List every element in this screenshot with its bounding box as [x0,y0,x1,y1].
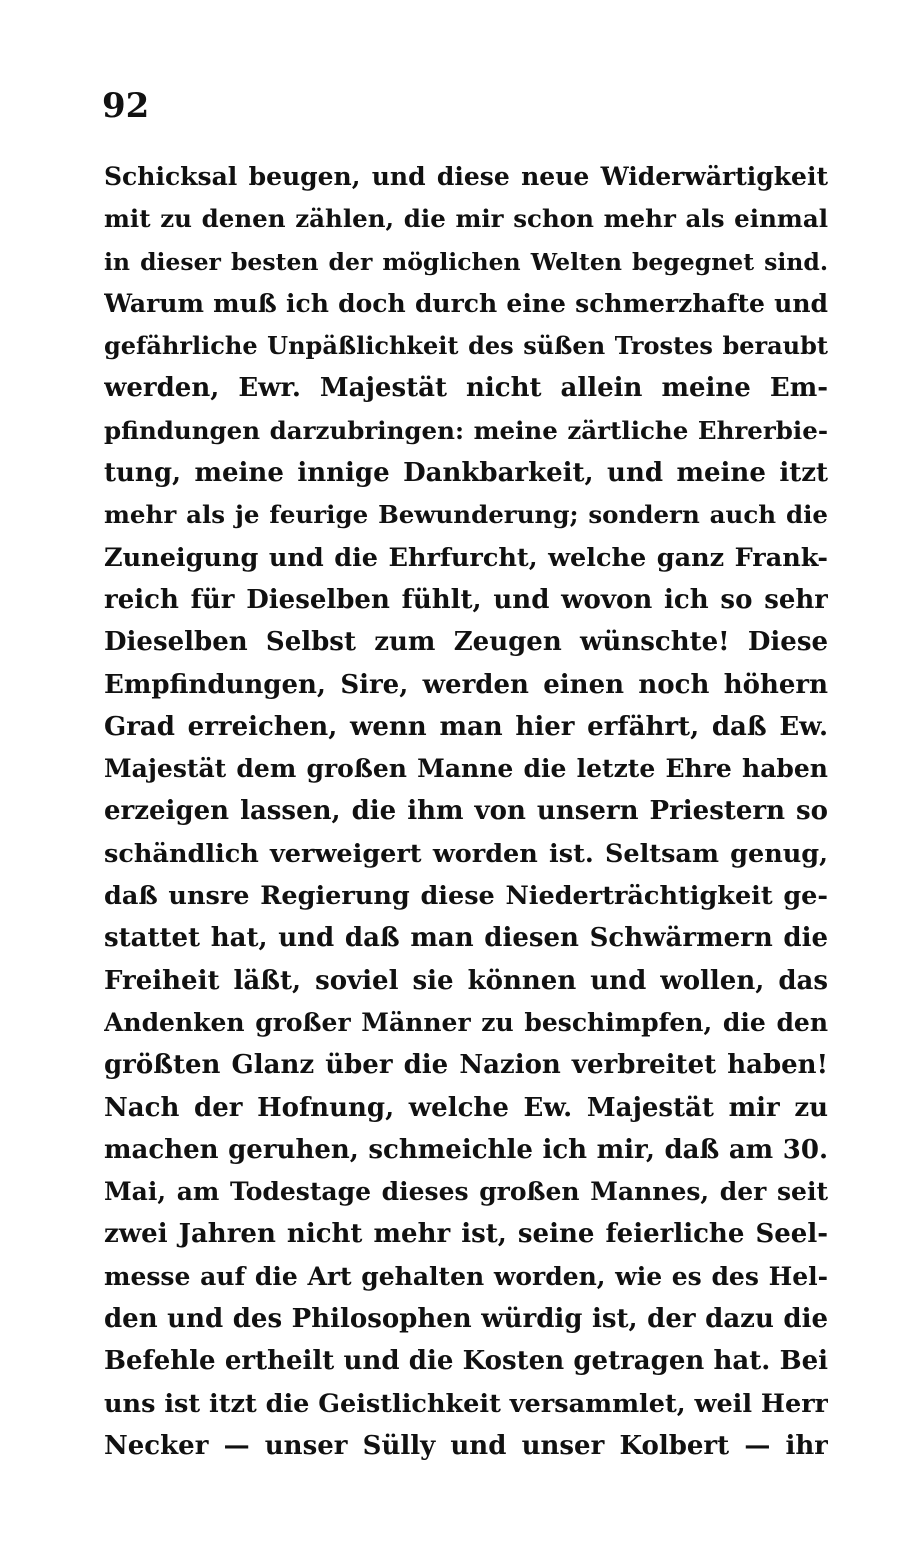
text-line: Freiheit läßt, soviel sie können und wollen, das [104,965,828,996]
text-line: größten Glanz über die Nazion verbreitet haben! [104,1050,828,1081]
text-line: mit zu denen zählen, die mir schon mehr als einmal [104,204,828,234]
text-line: Andenken großer Männer zu beschimpfen, die den [104,1007,828,1037]
text-line: werden, Ewr. Majestät nicht allein meine Em- [104,373,828,404]
text-line: Necker — unser Sülly und unser Kolbert — ihr [104,1430,828,1461]
text-line: Befehle ertheilt und die Kosten getragen hat. Bei [104,1346,828,1377]
text-line: erzeigen lassen, die ihm von unsern Priestern so [104,796,828,827]
text-line: Warum muß ich doch durch eine schmerzhafte und [104,288,828,318]
text-line: mehr als je feurige Bewunderung; sondern auch die [104,500,828,530]
body-text [104,156,828,1467]
text-line: Nach der Hofnung, welche Ew. Majestät mir zu [104,1092,828,1123]
text-line: stattet hat, und daß man diesen Schwärmern die [104,923,828,954]
text-line: tung, meine innige Dankbarkeit, und meine itzt [104,458,828,489]
text-line: Grad erreichen, wenn man hier erfährt, daß Ew. [104,711,828,742]
text-line: daß unsre Regierung diese Niederträchtigkeit ge- [104,881,828,912]
text-line: Dieselben Selbst zum Zeugen wünschte! Diese [104,627,828,658]
text-line: gefährliche Unpäßlichkeit des süßen Trostes beraubt [104,331,828,361]
page-number: 92 [102,86,150,126]
text-line: schändlich verweigert worden ist. Seltsam genug, [104,838,828,869]
text-line: Zuneigung und die Ehrfurcht, welche ganz Frank- [104,542,828,573]
text-line: Schicksal beugen, und diese neue Widerwärtigkeit [104,162,828,191]
text-line: in dieser besten der möglichen Welten begegnet sind. [104,247,828,276]
text-line: den und des Philosophen würdig ist, der dazu die [104,1304,828,1335]
text-line: Majestät dem großen Manne die letzte Ehre haben [104,754,828,784]
text-line: pfindungen darzubringen: meine zärtliche Ehrerbie- [104,415,828,445]
text-line: messe auf die Art gehalten worden, wie es des Hel- [104,1261,828,1291]
text-line: Empfindungen, Sire, werden einen noch höhern [104,669,828,700]
text-line: reich für Dieselben fühlt, und wovon ich so sehr [104,584,828,615]
text-line: Mai, am Todestage dieses großen Mannes, der seit [104,1177,828,1207]
text-line: zwei Jahren nicht mehr ist, seine feierliche Seel- [104,1219,828,1250]
text-line: uns ist itzt die Geistlichkeit versammlet, weil Herr [104,1388,828,1419]
text-line: machen geruhen, schmeichle ich mir, daß am 30. [104,1134,828,1165]
